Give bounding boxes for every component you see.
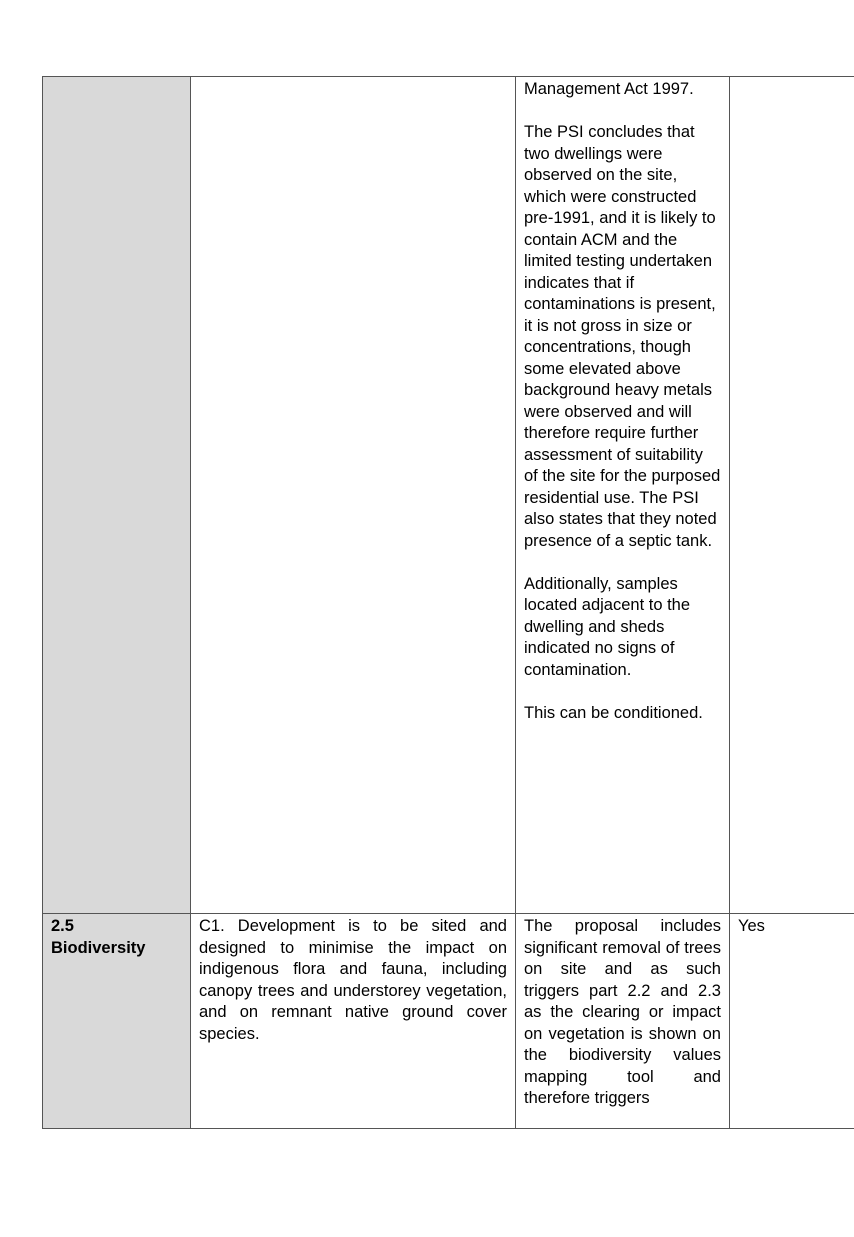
comment-text: The proposal includes significant removal of trees on site and as such triggers part 2.2 and 2.3 as the clearing or impact on vegetation is shown on the biodiversity values mapping tool and therefore triggers — [524, 917, 721, 1107]
comment-paragraph-conditioned: This can be conditioned. — [524, 703, 703, 722]
control-cell — [191, 77, 516, 914]
complies-cell — [730, 914, 854, 1129]
comment-paragraph-act: Management Act 1997. — [524, 80, 694, 98]
control-text: C1. Development is to be sited and designed to minimise the impact on indigenous flora and fauna, including canopy trees and understorey vegetation, and on remnant native ground cover species. — [199, 917, 507, 1043]
section-number: 2.5 — [51, 917, 74, 935]
complies-value: Yes — [738, 917, 765, 935]
table-row-continued — [43, 77, 854, 914]
complies-cell — [730, 77, 854, 914]
table-row-biodiversity — [43, 914, 854, 1129]
assessment-table — [42, 76, 854, 1129]
comment-cell — [516, 77, 730, 914]
section-cell — [43, 77, 191, 914]
comment-paragraph-samples: Additionally, samples located adjacent to the dwelling and sheds indicated no signs of contamination. — [524, 574, 691, 679]
section-cell — [43, 914, 191, 1129]
comment-cell — [516, 914, 730, 1129]
comment-paragraph-psi: The PSI concludes that two dwellings were observed on the site, which were constructed pre-1991, and it is likely to contain ACM and the limited testing undertaken indicates that if contaminations is present, it is not gross in size or concentrations, though some elevated above background heavy metals were observed and will therefore require further assessment of suitability of the site for the purposed residential use. The PSI also states that they noted presence of a septic tank. — [524, 123, 721, 550]
section-name: Biodiversity — [51, 938, 146, 957]
control-cell — [191, 914, 516, 1129]
